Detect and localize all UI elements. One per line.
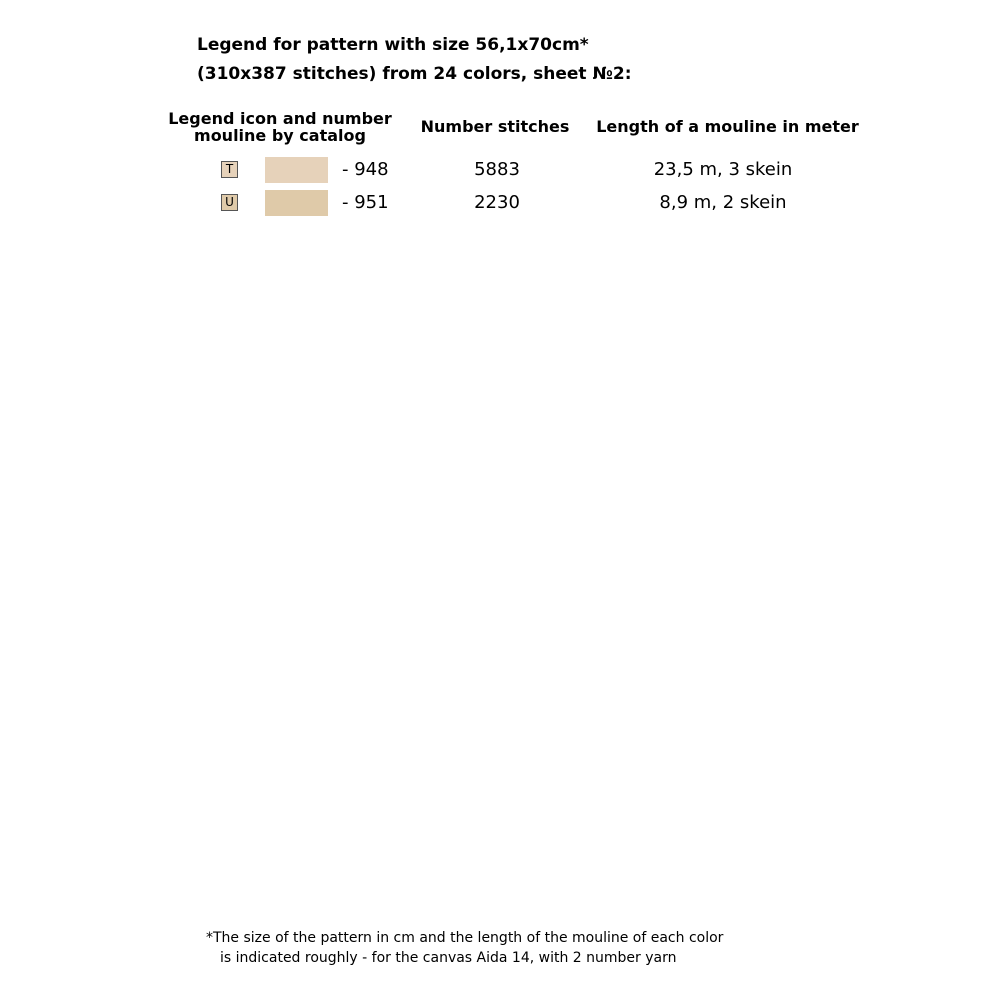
legend-title — [197, 31, 632, 89]
legend-row — [0, 190, 1000, 217]
mouline-length: 8,9 m, 2 skein — [659, 192, 787, 213]
footnote — [206, 928, 723, 968]
header-legend-line-1: Legend icon and number — [168, 109, 392, 128]
stitch-symbol-icon: U — [221, 194, 238, 211]
mouline-length: 23,5 m, 3 skein — [653, 159, 793, 180]
mouline-number: - 951 — [342, 192, 389, 213]
title-line-2: (310x387 stitches) from 24 colors, sheet №2: — [197, 64, 632, 84]
title-line-1: Legend for pattern with size 56,1x70cm* — [197, 35, 589, 55]
color-swatch — [265, 157, 328, 183]
footnote-line-2: is indicated roughly - for the canvas Aida 14, with 2 number yarn — [220, 950, 677, 966]
header-legend-icon — [160, 110, 400, 144]
header-length: Length of a mouline in meter — [596, 117, 859, 136]
header-number-stitches: Number stitches — [420, 117, 570, 136]
stitch-count: 5883 — [474, 159, 520, 180]
mouline-number: - 948 — [342, 159, 389, 180]
legend-row — [0, 157, 1000, 184]
color-swatch — [265, 190, 328, 216]
stitch-count: 2230 — [474, 192, 520, 213]
header-legend-line-2: mouline by catalog — [194, 126, 366, 145]
stitch-symbol-icon: T — [221, 161, 238, 178]
footnote-line-1: *The size of the pattern in cm and the length of the mouline of each color — [206, 930, 724, 946]
